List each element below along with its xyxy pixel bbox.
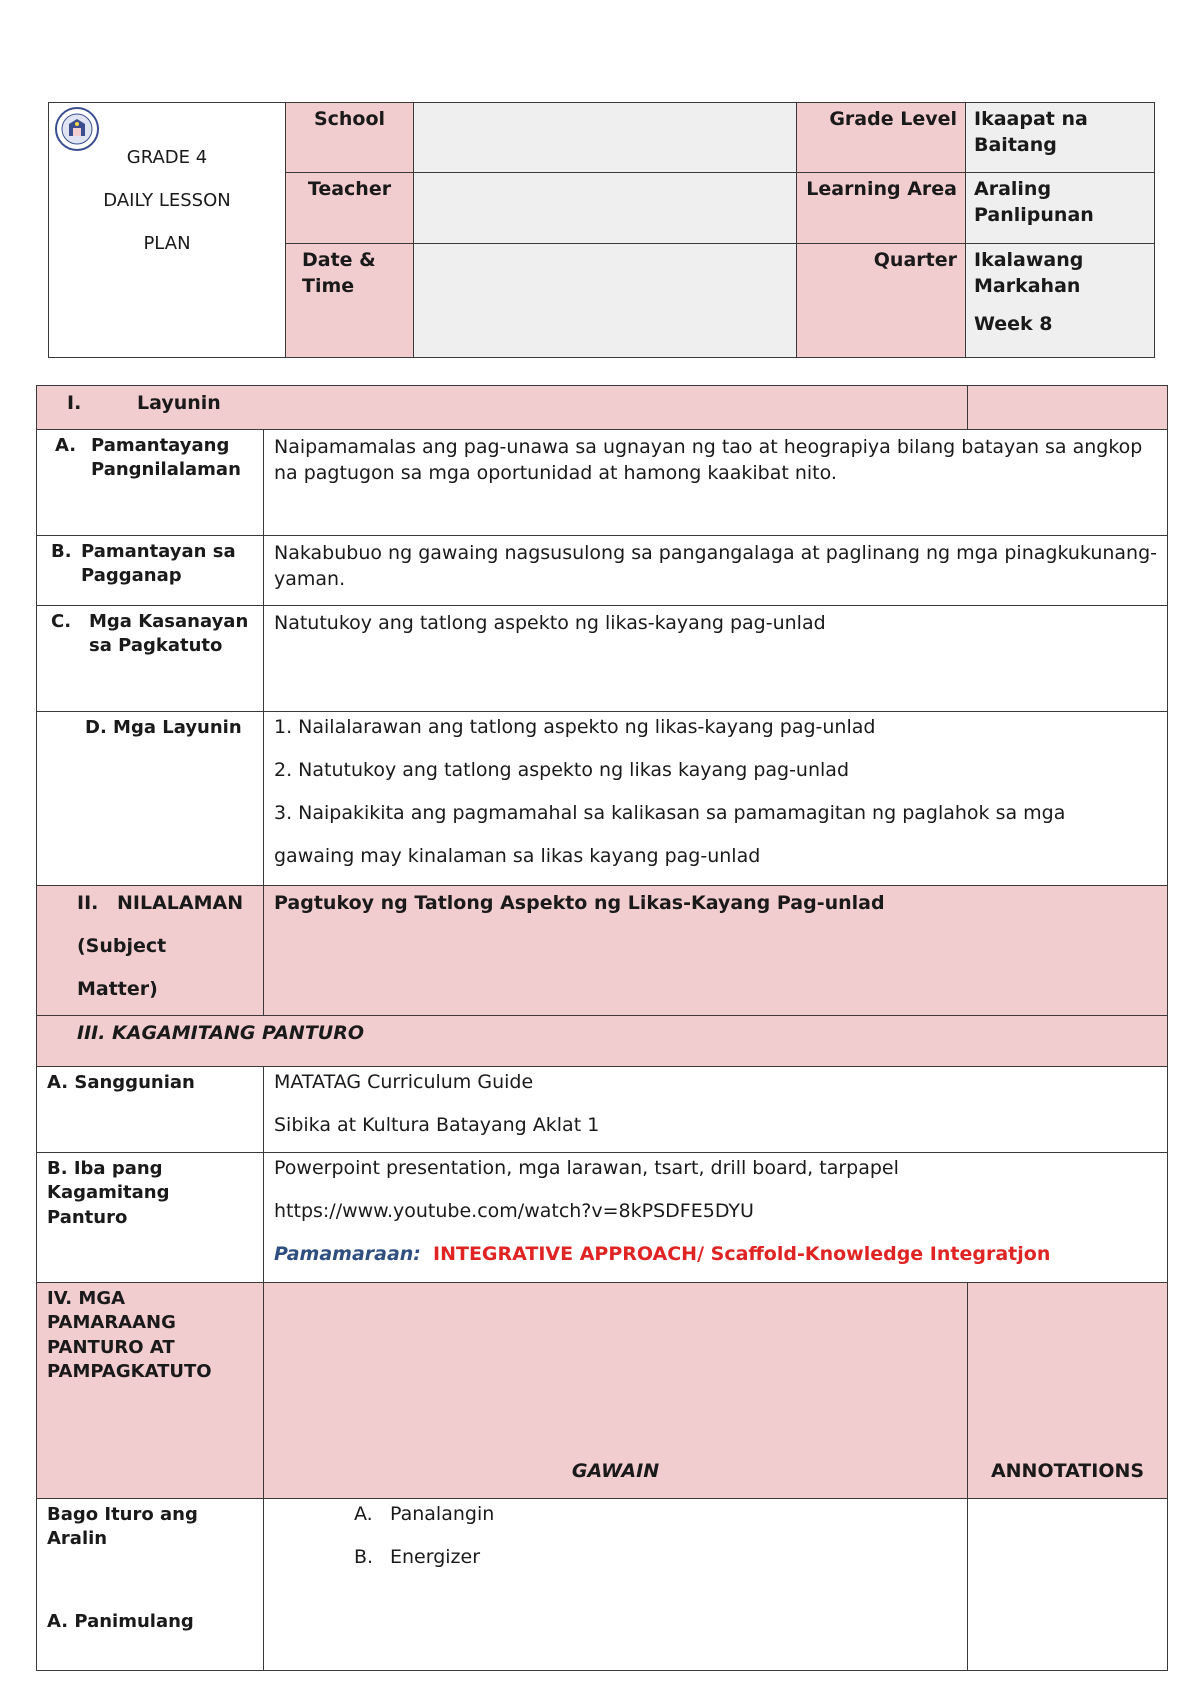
kagamitan-row [37, 1016, 1168, 1067]
header-table [48, 102, 1155, 358]
learning-area-value: Araling Panlipunan [966, 173, 1155, 244]
sanggunian-content [264, 1067, 1168, 1153]
daily-title: DAILY LESSON [103, 190, 231, 211]
mga-kasanayan-label-cell [37, 606, 264, 712]
bago-ituro-label-cell [37, 1499, 264, 1671]
grade-level-label: Grade Level [797, 103, 966, 173]
pamantayan-sa-pagganap-label-cell [37, 536, 264, 606]
mga-pamaraang-label: IV. MGA PAMARAANG PANTURO AT PAMPAGKATUTO [37, 1283, 264, 1499]
layunin-header [37, 386, 968, 430]
lesson-plan-table [36, 385, 1168, 1671]
mga-kasanayan-label: Mga Kasanayan sa Pagkatuto [89, 611, 249, 657]
bago-item-2 [274, 1536, 957, 1579]
kagamitan-item-1: Powerpoint presentation, mga larawan, tsart, drill board, tarpapel [274, 1157, 899, 1179]
layunin-item-4: gawaing may kinalaman sa likas kayang pag-unlad [274, 845, 761, 867]
nilalaman-content: Pagtukoy ng Tatlong Aspekto ng Likas-Kayang Pag-unlad [264, 886, 1168, 1016]
grade-title: GRADE 4 [126, 147, 208, 168]
bago-item-2-text: Energizer [390, 1546, 481, 1568]
annotations-header: ANNOTATIONS [968, 1283, 1168, 1499]
c-letter: C. [51, 611, 72, 632]
row-d [37, 712, 1168, 886]
layunin-row [37, 386, 1168, 430]
panimulang-label: A. Panimulang [47, 1610, 194, 1632]
nilalaman-label: NILALAMAN [117, 892, 244, 914]
pamamaraan-value: INTEGRATIVE APPROACH/ Scaffold-Knowledge Integratjon [433, 1243, 1051, 1265]
mga-pamaraang-row [37, 1283, 1168, 1499]
sanggunian-row [37, 1067, 1168, 1153]
b-letter: B. [51, 541, 72, 562]
iba-pang-kagamitan-content [264, 1153, 1168, 1283]
teacher-label: Teacher [286, 173, 414, 244]
layunin-item-3: 3. Naipakikita ang pagmamahal sa kalikasan sa pamamagitan ng paglahok sa mga [274, 802, 1066, 824]
mga-kasanayan-content: Natutukoy ang tatlong aspekto ng likas-kayang pag-unlad [264, 606, 1168, 712]
layunin-extra-cell [968, 386, 1168, 430]
pamantayang-pangnilalaman-content: Naipamamalas ang pag-unawa sa ugnayan ng tao at heograpiya bilang batayan sa angkop na pagtugon sa mga oportunidad at hamong kaakibat nito. [264, 430, 1168, 536]
quarter-label: Quarter [797, 244, 966, 358]
iba-pang-kagamitan-row [37, 1153, 1168, 1283]
pamantayan-sa-pagganap-label: Pamantayan sa Pagganap [81, 541, 236, 587]
teacher-field[interactable] [414, 173, 797, 244]
subject-matter-label: (Subject Matter) [77, 935, 167, 1000]
kagamitang-panturo-header: III. KAGAMITANG PANTURO [37, 1016, 1168, 1067]
pamantayan-sa-pagganap-content: Nakabubuo ng gawaing nagsusulong sa pangangalaga at paglinang ng mga pinagkukunang-yaman. [264, 536, 1168, 606]
layunin-item-2: 2. Natutukoy ang tatlong aspekto ng likas kayang pag-unlad [274, 759, 850, 781]
bago-item-2-letter: B. [354, 1546, 374, 1568]
nilalaman-num: II. [77, 892, 99, 914]
plan-title: PLAN [143, 233, 191, 254]
pamantayang-pangnilalaman-label: Pamantayang Pangnilalaman [91, 435, 241, 481]
sanggunian-item-1: MATATAG Curriculum Guide [274, 1071, 534, 1093]
title-cell [49, 103, 286, 358]
quarter-value-cell [966, 244, 1155, 358]
nilalaman-label-cell [37, 886, 264, 1016]
sanggunian-item-2: Sibika at Kultura Batayang Aklat 1 [274, 1114, 600, 1136]
grade-level-value: Ikaapat na Baitang [966, 103, 1155, 173]
date-time-field[interactable] [414, 244, 797, 358]
iba-pang-kagamitan-label: B. Iba pang Kagamitang Panturo [37, 1153, 264, 1283]
sanggunian-label: A. Sanggunian [37, 1067, 264, 1153]
date-time-label: Date & Time [286, 244, 414, 358]
learning-area-label: Learning Area [797, 173, 966, 244]
bago-ituro-row [37, 1499, 1168, 1671]
a-letter: A. [55, 435, 77, 456]
bago-item-1-text: Panalangin [390, 1503, 495, 1525]
quarter-value: Ikalawang Markahan [974, 249, 1084, 298]
layunin-num: I. [67, 392, 82, 414]
row-b [37, 536, 1168, 606]
row-c [37, 606, 1168, 712]
pamamaraan-label: Pamamaraan: [274, 1243, 421, 1265]
gawain-header: GAWAIN [264, 1283, 968, 1499]
bago-ituro-content [264, 1499, 968, 1671]
pamamaraan-line [274, 1233, 1157, 1276]
bago-ituro-annotations [968, 1499, 1168, 1671]
week-value: Week 8 [974, 313, 1053, 336]
layunin-item-1: 1. Nailalarawan ang tatlong aspekto ng likas-kayang pag-unlad [274, 716, 876, 738]
school-label: School [286, 103, 414, 173]
bago-item-1-letter: A. [354, 1503, 373, 1525]
mga-layunin-label: D. Mga Layunin [37, 712, 264, 886]
nilalaman-row [37, 886, 1168, 1016]
row-a [37, 430, 1168, 536]
bago-ituro-label: Bago Ituro ang Aralin [47, 1504, 198, 1550]
youtube-link[interactable]: https://www.youtube.com/watch?v=8kPSDFE5DYU [274, 1200, 754, 1222]
pamantayang-pangnilalaman-label-cell [37, 430, 264, 536]
mga-layunin-content [264, 712, 1168, 886]
bago-item-1 [274, 1493, 957, 1536]
school-field[interactable] [414, 103, 797, 173]
layunin-title: Layunin [137, 392, 221, 414]
